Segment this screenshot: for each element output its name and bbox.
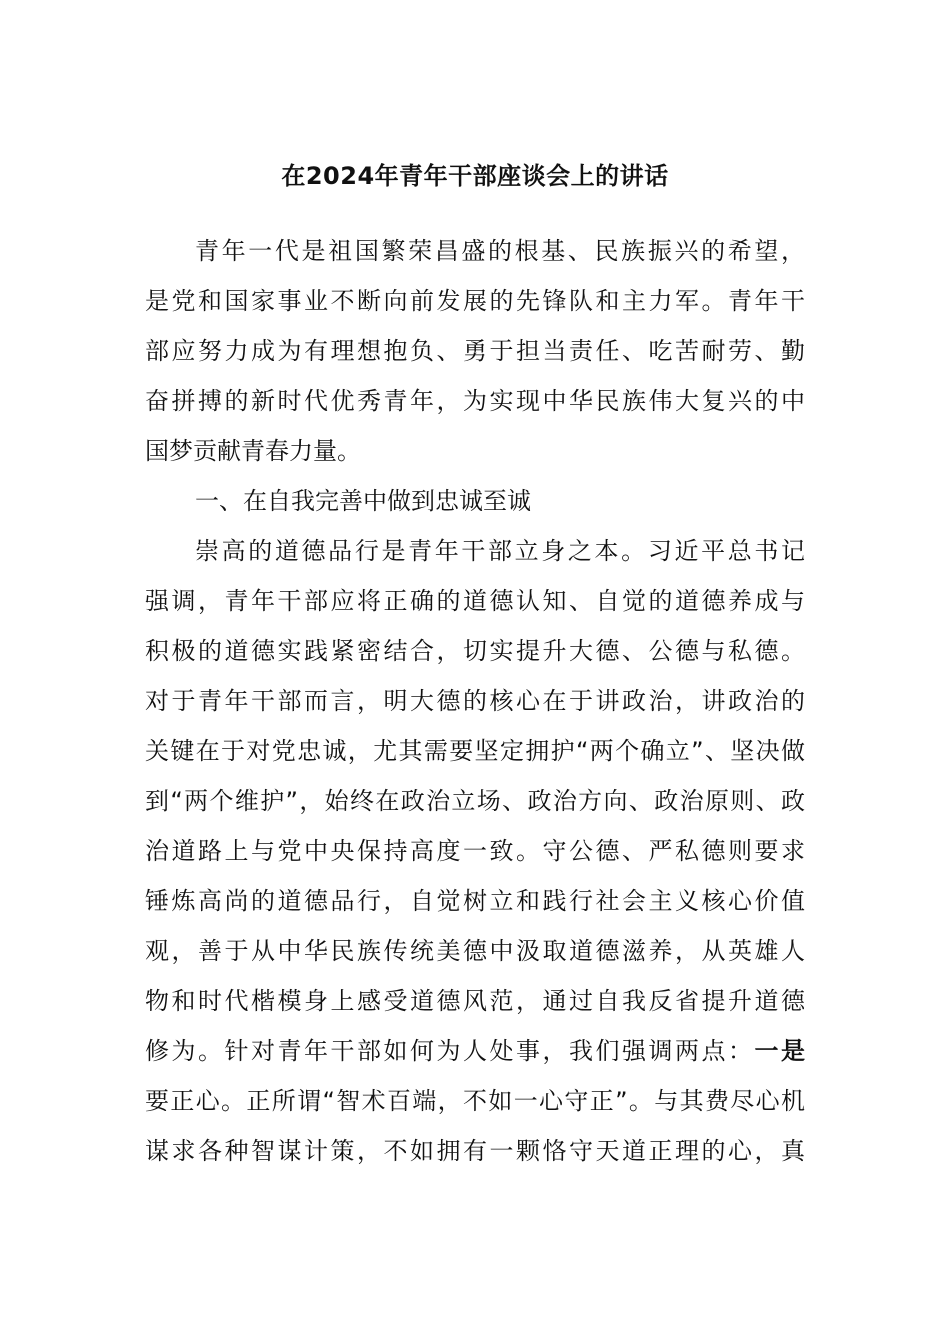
paragraph-line: 物和时代楷模身上感受道德风范，通过自我反省提升道德 [145, 987, 805, 1015]
paragraph-line: 国梦贡献青春力量。 [145, 437, 361, 465]
paragraph-line: 强调，青年干部应将正确的道德认知、自觉的道德养成与 [145, 587, 805, 615]
paragraph-line: 到“两个维护”，始终在政治立场、政治方向、政治原则、政 [145, 787, 805, 815]
paragraph-line: 青年一代是祖国繁荣昌盛的根基、民族振兴的希望， [195, 237, 805, 265]
paragraph-line: 锤炼高尚的道德品行，自觉树立和践行社会主义核心价值 [145, 887, 805, 915]
paragraph-line: 要正心。正所谓“智术百端，不如一心守正”。与其费尽心机 [145, 1087, 805, 1115]
line-text: 修为。针对青年干部如何为人处事，我们强调两点： [145, 1037, 755, 1065]
paragraph-line [145, 1026, 805, 1076]
paragraph-line: 是党和国家事业不断向前发展的先锋队和主力军。青年干 [145, 287, 805, 315]
paragraph-line: 关键在于对党忠诚，尤其需要坚定拥护“两个确立”、坚决做 [145, 737, 805, 765]
paragraph-line: 部应努力成为有理想抱负、勇于担当责任、吃苦耐劳、勤 [145, 337, 805, 365]
paragraph-line: 崇高的道德品行是青年干部立身之本。习近平总书记 [195, 537, 805, 565]
paragraph-line: 对于青年干部而言，明大德的核心在于讲政治，讲政治的 [145, 687, 805, 715]
bold-marker: 一是 [754, 1037, 805, 1065]
paragraph-line: 谋求各种智谋计策，不如拥有一颗恪守天道正理的心，真 [145, 1137, 805, 1165]
document-title: 在2024年青年干部座谈会上的讲话 [281, 162, 669, 190]
paragraph-line: 积极的道德实践紧密结合，切实提升大德、公德与私德。 [145, 637, 805, 665]
document-body [145, 226, 805, 1176]
paragraph-line: 治道路上与党中央保持高度一致。守公德、严私德则要求 [145, 837, 805, 865]
paragraph-line: 奋拼搏的新时代优秀青年，为实现中华民族伟大复兴的中 [145, 387, 805, 415]
section-heading: 一、在自我完善中做到忠诚至诚 [195, 487, 531, 515]
paragraph-line: 观，善于从中华民族传统美德中汲取道德滋养，从英雄人 [145, 937, 805, 965]
